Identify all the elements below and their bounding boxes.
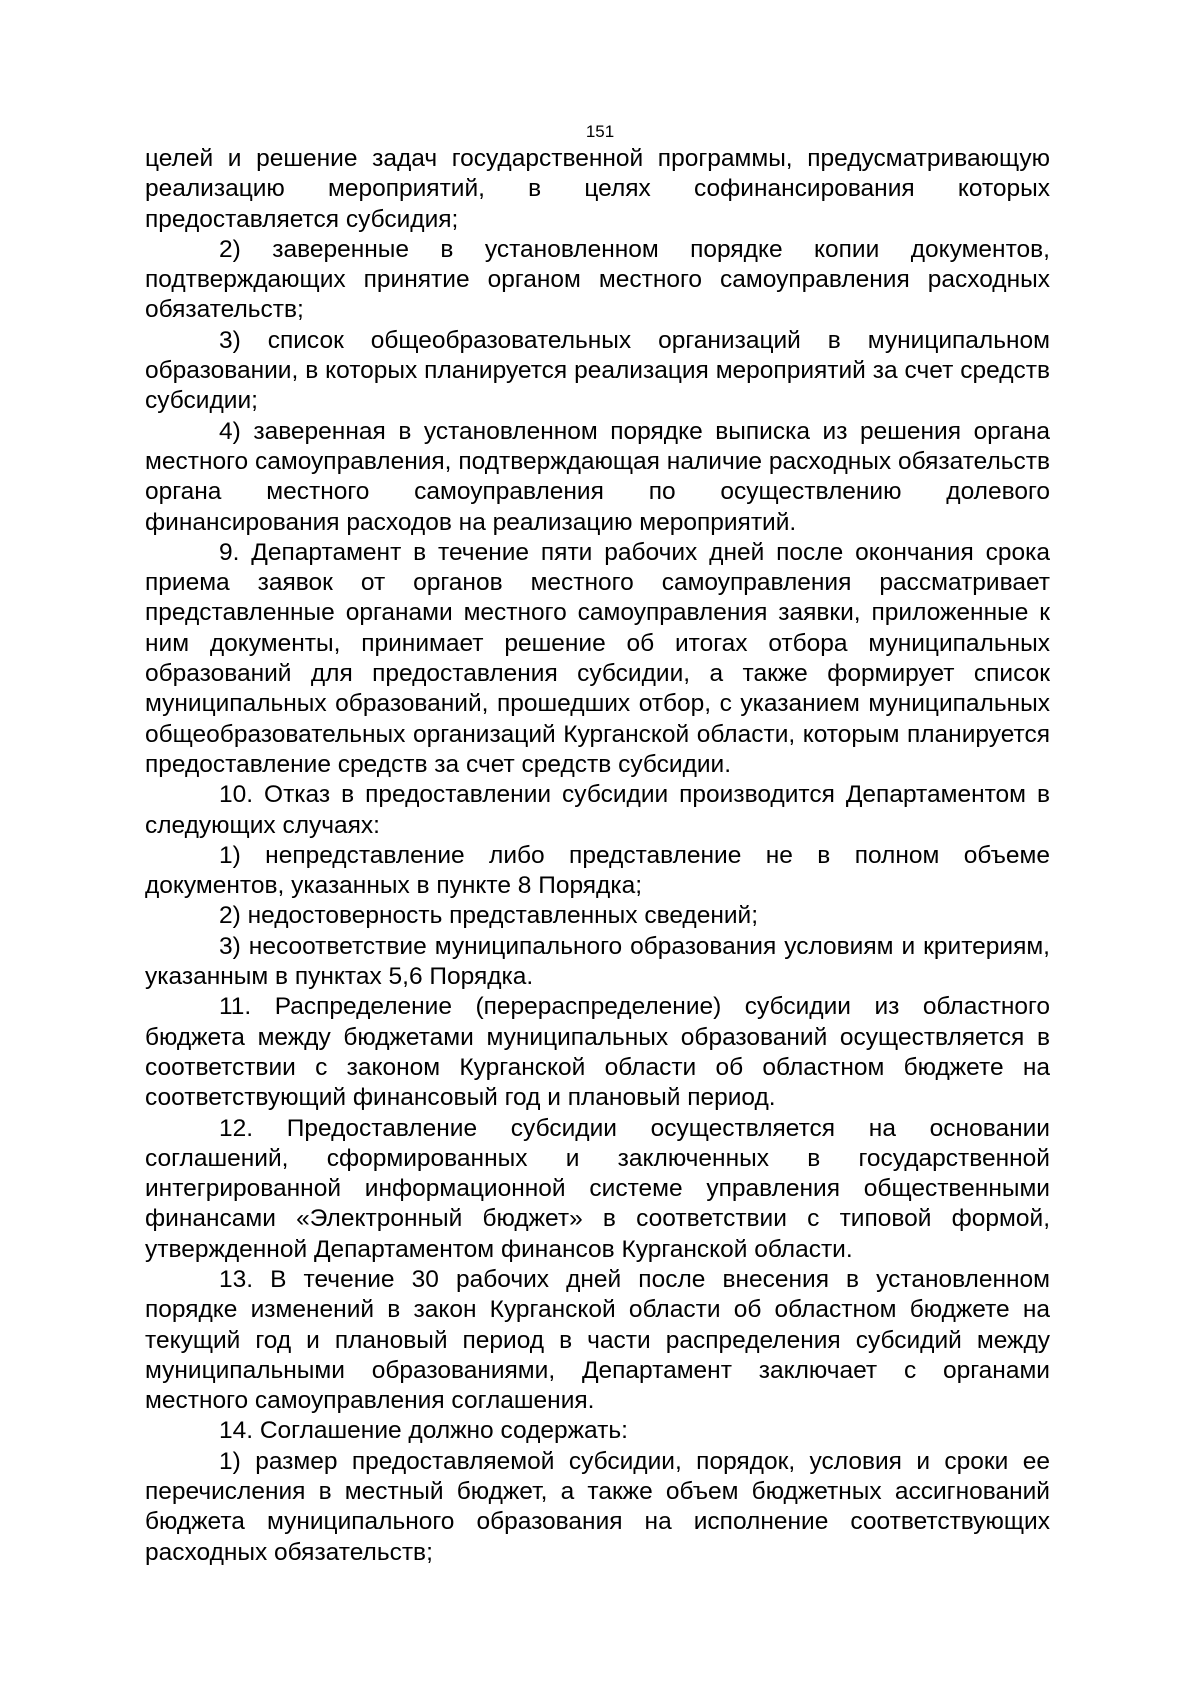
paragraph-7: 1) непредставление либо представление не в полном объеме документов, указанных в пункте 8 Порядка; — [145, 841, 1050, 900]
page-number: 151 — [585, 122, 615, 141]
paragraph-10: 11. Распределение (перераспределение) субсидии из областного бюджета между бюджетами муниципальных образований осуществляется в соответствии с законом Курганской области об областном бюджете на соответствующий финансовый год и плановый период. — [145, 993, 1050, 1112]
paragraph-1: целей и решение задач государственной программы, предусматривающую реализацию мероприятий, в целях софинансирования которых предоставляется субсидия; — [145, 145, 1050, 233]
paragraph-3: 3) список общеобразовательных организаций в муниципальном образовании, в которых планируется реализация мероприятий за счет средств субсидии; — [145, 326, 1050, 415]
paragraph-11: 12. Предоставление субсидии осуществляется на основании соглашений, сформированных и заключенных в государственной интегрированной информационной системе управления общественными финансами «Электронный бюджет» в соответствии с типовой формой, утвержденной Департаментом финансов Курганской области. — [145, 1114, 1050, 1263]
document-body — [145, 144, 1050, 1568]
paragraph-2: 2) заверенные в установленном порядке копии документов, подтверждающих принятие органом местного самоуправления расходных обязательств; — [145, 235, 1050, 324]
paragraph-9: 3) несоответствие муниципального образования условиям и критериям, указанным в пунктах 5,6 Порядка. — [145, 932, 1050, 991]
paragraph-14: 1) размер предоставляемой субсидии, порядок, условия и сроки ее перечисления в местный бюджет, а также объем бюджетных ассигнований бюджета муниципального образования на исполнение соответствующих расходных обязательств; — [145, 1447, 1050, 1566]
paragraph-6: 10. Отказ в предоставлении субсидии производится Департаментом в следующих случаях: — [145, 781, 1050, 839]
paragraph-13: 14. Соглашение должно содержать: — [219, 1417, 628, 1445]
paragraph-8: 2) недостоверность представленных сведений; — [219, 902, 759, 930]
paragraph-5: 9. Департамент в течение пяти рабочих дней после окончания срока приема заявок от органов местного самоуправления рассматривает представленные органами местного самоуправления заявки, приложенные к ним документы, принимает решение об итогах отбора муниципальных образований для предоставления субсидии, а также формирует список муниципальных образований, прошедших отбор, с указанием муниципальных общеобразовательных организаций Курганской области, которым планируется предоставление средств за счет средств субсидии. — [145, 538, 1050, 778]
paragraph-4: 4) заверенная в установленном порядке выписка из решения органа местного самоуправления, подтверждающая наличие расходных обязательств органа местного самоуправления по осуществлению долевого финансирования расходов на реализацию мероприятий. — [145, 417, 1050, 536]
paragraph-12: 13. В течение 30 рабочих дней после внесения в установленном порядке изменений в закон Курганской области об областном бюджете на текущий год и плановый период в части распределения субсидий между муниципальными образованиями, Департамент заключает с органами местного самоуправления соглашения. — [145, 1265, 1050, 1415]
